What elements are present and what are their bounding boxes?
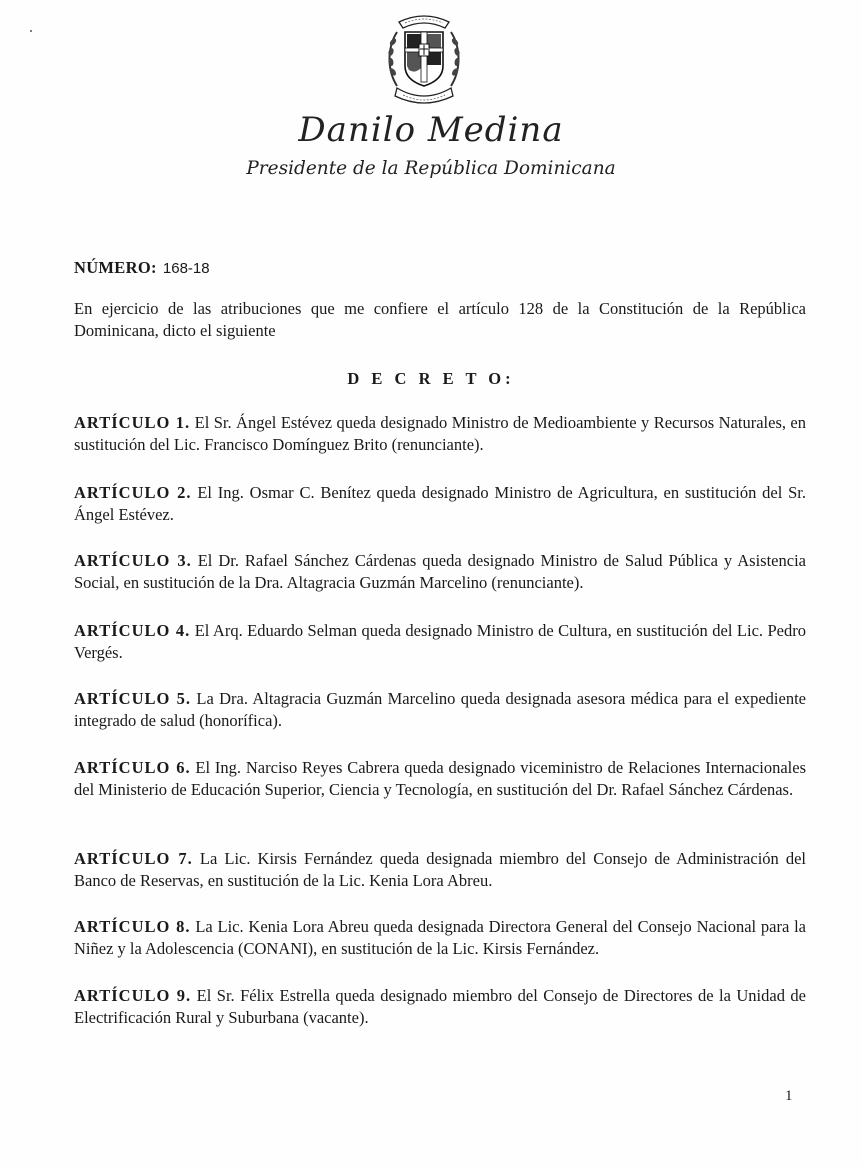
decree-number (74, 258, 210, 278)
article-label: ARTÍCULO 8. (74, 917, 191, 936)
article-label: ARTÍCULO 4. (74, 621, 191, 640)
article-label: ARTÍCULO 2. (74, 483, 192, 502)
article-label: ARTÍCULO 1. (74, 413, 191, 432)
article-text: El Dr. Rafael Sánchez Cárdenas queda designado Ministro de Salud Pública y Asistencia Social, en sustitución de la Dra. Altagracia Guzmán Marcelino (renunciante). (74, 551, 806, 592)
article-5 (74, 688, 806, 732)
intro-paragraph: En ejercicio de las atribuciones que me confiere el artículo 128 de la Constitución de la República Dominicana, dicto el siguiente (74, 299, 806, 340)
article-text: El Arq. Eduardo Selman queda designado Ministro de Cultura, en sustitución del Lic. Pedro Vergés. (74, 621, 806, 662)
article-text: La Dra. Altagracia Guzmán Marcelino queda designada asesora médica para el expediente integrado de salud (honorífica). (74, 689, 806, 730)
decree-heading: D E C R E T O: (347, 369, 515, 388)
coat-of-arms-icon (383, 8, 465, 108)
article-8 (74, 916, 806, 960)
president-name: Danilo Medina (298, 110, 564, 150)
decree-number-value: 168-18 (162, 260, 210, 277)
article-4 (74, 620, 806, 664)
article-label: ARTÍCULO 3. (74, 551, 192, 570)
president-title: Presidente de la República Dominicana (246, 158, 616, 179)
decree-number-label: NÚMERO: (74, 258, 157, 277)
article-text: El Ing. Osmar C. Benítez queda designado Ministro de Agricultura, en sustitución del Sr. Ángel Estévez. (74, 483, 806, 524)
article-text: La Lic. Kenia Lora Abreu queda designada Directora General del Consejo Nacional para la Niñez y la Adolescencia (CONANI), en sustitución de la Lic. Kirsis Fernández. (74, 917, 807, 958)
article-9 (74, 985, 806, 1029)
article-label: ARTÍCULO 5. (74, 689, 192, 708)
page-number: 1 (785, 1088, 793, 1104)
article-label: ARTÍCULO 9. (74, 986, 192, 1005)
article-text: El Sr. Ángel Estévez queda designado Ministro de Medioambiente y Recursos Naturales, en sustitución del Lic. Francisco Domínguez Brito (renunciante). (74, 413, 807, 454)
article-text: El Sr. Félix Estrella queda designado miembro del Consejo de Directores de la Unidad de Electrificación Rural y Suburbana (vacante). (74, 986, 806, 1027)
article-text: La Lic. Kirsis Fernández queda designada miembro del Consejo de Administración del Banco de Reservas, en sustitución de la Lic. Kenia Lora Abreu. (74, 849, 807, 890)
article-7 (74, 848, 806, 892)
article-label: ARTÍCULO 6. (74, 758, 191, 777)
article-text: El Ing. Narciso Reyes Cabrera queda designado viceministro de Relaciones Internacionales del Ministerio de Educación Superior, Ciencia y Tecnología, en sustitución del Dr. Rafael Sánchez Cárdenas. (74, 758, 806, 799)
article-6 (74, 757, 806, 801)
article-2 (74, 482, 806, 526)
scan-speck (30, 30, 32, 32)
article-1 (74, 412, 806, 456)
article-3 (74, 550, 806, 594)
article-label: ARTÍCULO 7. (74, 849, 193, 868)
